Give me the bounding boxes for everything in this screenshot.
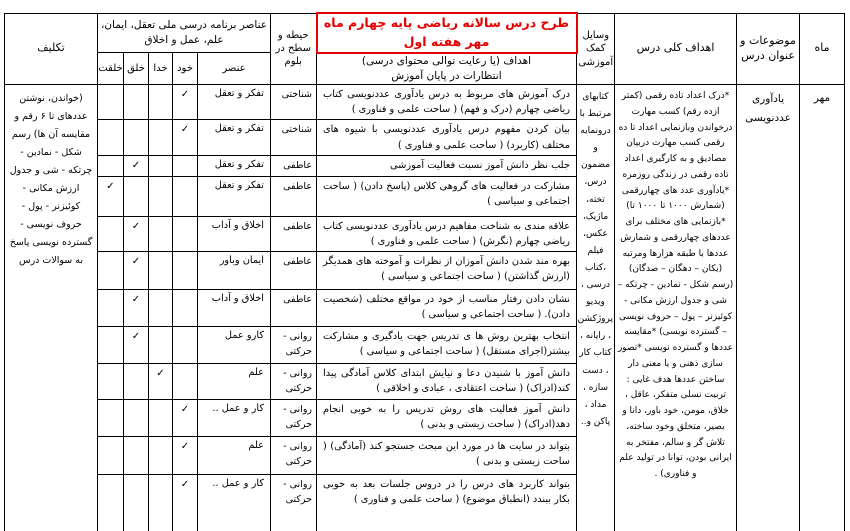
check-mark-cell: ✓ <box>124 251 149 289</box>
check-cell-khelghat <box>98 120 124 156</box>
check-cell-khod <box>173 251 198 289</box>
check-mark-cell: ✓ <box>173 436 198 474</box>
check-cell-khod <box>173 156 198 176</box>
check-cell-khalgh <box>124 399 149 436</box>
check-cell-khoda <box>149 436 173 474</box>
element-cell: کار و عمل .. <box>198 399 271 436</box>
element-cell: اخلاق و آداب <box>198 289 271 326</box>
objective-cell: بتواند در سایت ها در مورد این مبحث جستجو کند (آمادگی) ( ساحت زیستی و بدنی ) <box>317 436 577 474</box>
check-mark-cell: ✓ <box>173 399 198 436</box>
objective-cell: انتخاب بهترین روش ها ی تدریس جهت یادگیری و مشارکت بیشتر(اجرای مستقل) ( ساحت اجتماعی و سیاسی ) <box>317 326 577 363</box>
elements-header: عناصر برنامه درسی ملی تعقل، ایمان، علم، عمل و اخلاق <box>98 13 271 53</box>
check-cell-khelghat <box>98 399 124 436</box>
bloom-header: حیطه و سطح در بلوم <box>271 13 317 85</box>
element-cell: اخلاق و آداب <box>198 216 271 251</box>
objective-cell: علاقه مندی به شناخت مفاهیم درس یادآوری عددنویسی کتاب ریاضی چهارم (نگرش) ( ساحت علمی و فناوری ) <box>317 216 577 251</box>
bloom-cell: روانی - حرکتی <box>271 436 317 474</box>
objective-cell: بیان کردن مفهوم درس یادآوری عددنویسی با شیوه های مختلف (کاربرد) ( ساحت علمی و فناوری ) <box>317 120 577 156</box>
check-cell-khoda <box>149 326 173 363</box>
topics-header: موضوعات و عنوان درس <box>737 13 800 85</box>
check-cell-khoda <box>149 176 173 216</box>
objectives-header <box>317 53 577 85</box>
element-subheader-onsor: عنصر <box>198 53 271 85</box>
check-cell-khoda <box>149 156 173 176</box>
objective-cell: جلب نظر دانش آموز نسبت فعالیت آموزشی <box>317 156 577 176</box>
check-cell-khoda <box>149 216 173 251</box>
check-cell-khelghat <box>98 474 124 531</box>
check-cell-khelghat <box>98 216 124 251</box>
header-row-1 <box>5 13 845 53</box>
check-cell-khod <box>173 176 198 216</box>
element-subheader-khod: خود <box>173 53 198 85</box>
check-mark-cell: ✓ <box>98 176 124 216</box>
check-cell-khalgh <box>124 176 149 216</box>
objective-cell: نشان دادن رفتار مناسب از خود در مواقع مختلف (شخصیت دادن). ( ساحت اجتماعی و سیاسی ) <box>317 289 577 326</box>
topic-value: یادآوری عددنویسی <box>737 85 800 531</box>
check-cell-khoda <box>149 399 173 436</box>
check-cell-khod <box>173 326 198 363</box>
check-cell-khelghat <box>98 251 124 289</box>
element-cell: کار و عمل .. <box>198 474 271 531</box>
check-mark-cell: ✓ <box>173 85 198 120</box>
lesson-row <box>5 85 845 120</box>
check-cell-khalgh <box>124 436 149 474</box>
check-cell-khelghat <box>98 326 124 363</box>
bloom-cell: عاطفی <box>271 251 317 289</box>
bloom-cell: عاطفی <box>271 176 317 216</box>
check-cell-khalgh <box>124 85 149 120</box>
check-cell-khoda <box>149 289 173 326</box>
objective-cell: بتواند کاربرد های درس را در دروس جلسات بعد به خوبی بکار ببندد (انطباق موضوع) ( ساحت علمی و فناوری ) <box>317 474 577 531</box>
month-header: ماه <box>800 13 845 85</box>
check-mark-cell: ✓ <box>173 120 198 156</box>
homework-header: تکلیف <box>5 13 98 85</box>
check-cell-khalgh <box>124 474 149 531</box>
check-cell-khod <box>173 289 198 326</box>
check-cell-khelghat <box>98 436 124 474</box>
aids-text: کتابهای مرتبط با درونمایه و مضمون درس، تخته، ماژیک، عکس، فیلم ،کتاب درسی ، ویدیو پروژکشن ، رایانه ، کتاب کار ، دست سازه ، مداد ، پاکن و.. <box>577 85 615 531</box>
bloom-cell: عاطفی <box>271 156 317 176</box>
element-cell: علم <box>198 436 271 474</box>
check-cell-khelghat <box>98 363 124 399</box>
element-subheader-khalgh: خلق <box>124 53 149 85</box>
check-cell-khelghat <box>98 289 124 326</box>
check-mark-cell: ✓ <box>124 216 149 251</box>
element-cell: کارو عمل <box>198 326 271 363</box>
check-cell-khelghat <box>98 156 124 176</box>
bloom-cell: شناختی <box>271 85 317 120</box>
lesson-plan-table <box>4 12 845 531</box>
objective-cell: بهره مند شدن دانش آموزان از نظرات و آموخته های همدیگر (ارزش گذاشتن) ( ساحت اجتماعی و سیاسی ) <box>317 251 577 289</box>
check-mark-cell: ✓ <box>124 289 149 326</box>
check-cell-khalgh <box>124 363 149 399</box>
objectives-header-line2: انتظارات در پایان آموزش <box>391 69 502 82</box>
objective-cell: دانش آموز با شنیدن دعا و نیایش ابتدای کلاس آمادگی پیدا کند(ادراک) ( ساحت اعتقادی ، عبادی و اخلاقی ) <box>317 363 577 399</box>
check-cell-khalgh <box>124 120 149 156</box>
bloom-cell: روانی - حرکتی <box>271 326 317 363</box>
objective-cell: مشارکت در فعالیت های گروهی کلاس (پاسخ دادن) ( ساحت اجتماعی و سیاسی ) <box>317 176 577 216</box>
bloom-cell: عاطفی <box>271 289 317 326</box>
check-cell-khoda <box>149 120 173 156</box>
bloom-cell: روانی - حرکتی <box>271 363 317 399</box>
aids-header: وسایل کمک آموزشی <box>577 13 615 85</box>
objective-cell: دانش آموز فعالیت های روش تدریس را به خوبی انجام دهد(ادراک) ( ساحت زیستی و بدنی ) <box>317 399 577 436</box>
goals-header: اهداف کلی درس <box>615 13 737 85</box>
element-cell: علم <box>198 363 271 399</box>
homework-text: (خواندن، نوشتن عددهای تا ۶ رقم و مقایسه آن ها) رسم شکل - نمادین - چرتکه - شی و جدول ارزش مکانی - کوئیزنر - پول - حروف نویسی - گسترده نویسی پاسخ به سوالات درس <box>5 85 98 531</box>
element-cell: تفکر و تعقل <box>198 85 271 120</box>
element-subheader-khelghat: خلقت <box>98 53 124 85</box>
element-cell: تفکر و تعقل <box>198 120 271 156</box>
check-cell-khoda <box>149 85 173 120</box>
element-cell: تفکر و تعقل <box>198 156 271 176</box>
check-mark-cell: ✓ <box>149 363 173 399</box>
objectives-header-line1: اهداف (یا رعایت توالی محتوای درسی) <box>361 54 532 67</box>
bloom-cell: عاطفی <box>271 216 317 251</box>
bloom-cell: شناختی <box>271 120 317 156</box>
check-cell-khoda <box>149 474 173 531</box>
check-mark-cell: ✓ <box>173 474 198 531</box>
bloom-cell: روانی - حرکتی <box>271 399 317 436</box>
month-value: مهر <box>800 85 845 531</box>
bloom-cell: روانی - حرکتی <box>271 474 317 531</box>
objective-cell: درک آموزش های مربوط به درس یادآوری عددنویسی کتاب ریاضی چهارم (درک و فهم) ( ساحت علمی و فناوری ) <box>317 85 577 120</box>
check-cell-khelghat <box>98 85 124 120</box>
element-subheader-khoda: خدا <box>149 53 173 85</box>
check-cell-khod <box>173 363 198 399</box>
element-cell: تفکر و تعقل <box>198 176 271 216</box>
element-cell: ایمان وباور <box>198 251 271 289</box>
check-mark-cell: ✓ <box>124 326 149 363</box>
check-cell-khoda <box>149 251 173 289</box>
check-cell-khod <box>173 216 198 251</box>
check-mark-cell: ✓ <box>124 156 149 176</box>
document-title: طرح درس سالانه ریاضی پایه چهارم ماه مهر هفته اول <box>317 13 577 53</box>
goals-text: *درک اعداد تاده رقمی (کمتر ازده رقم) کسب مهارت درخواندن وبازنمایی اعداد تا ده رقمی کسب مهارت دربیان مصادیق و به کارگیری اعداد تاده رقمی در زندگی روزمره *یادآوری عدد های چهاررقمی (شمارش ۱۰۰۰ تا ۱۰۰۰ تا) *بازنمایی های مختلف برای عددهای چهاررقمی و شمارش عددها با طبقه هزارها ومرتبه (یکان – دهگان – صدگان) (رسم شکل - نمادین - چرتکه – شی و جدول ارزش مکانی - کوئیزنر – پول – حروف نویسی – گسترده نویسی) *مقایسه عددها و گسترده نویسی *تصور سازی ذهنی و یا معنی دار ساختن عددها هدف غایی : تربیت نسلی متفکر، عاقل ، خلاق، مومن، خود باور، دانا و بصیر، متخلق وخود ساخته، تلاش گر و سالم، مفتخر به ایرانی بودن، توانا در تولید علم و فناوری) . <box>615 85 737 531</box>
